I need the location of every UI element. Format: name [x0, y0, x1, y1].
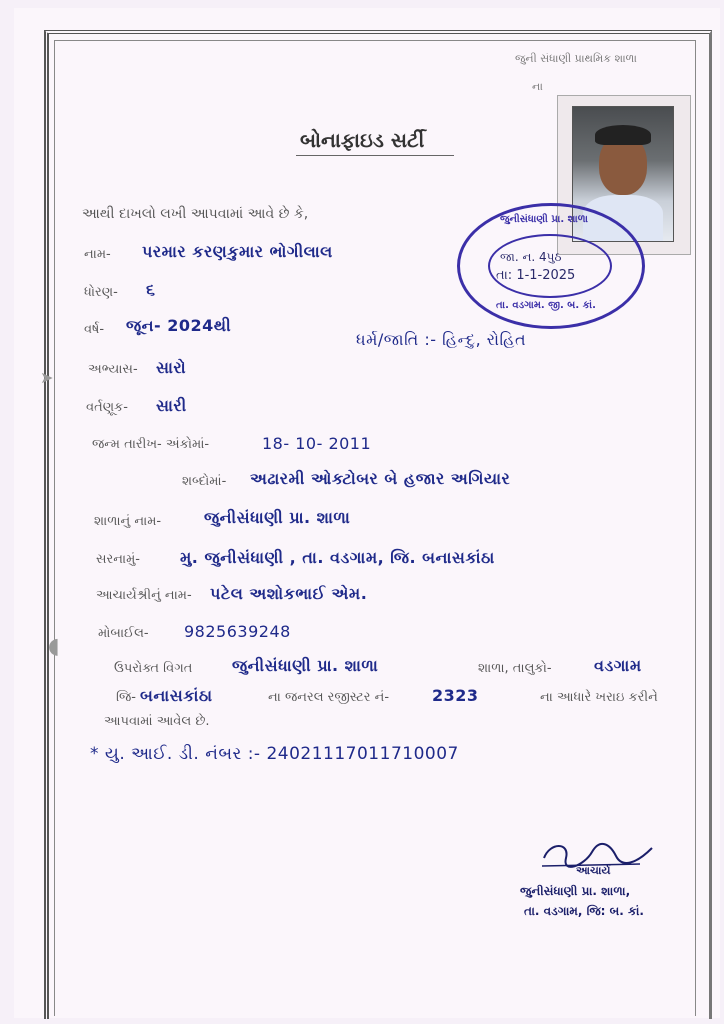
study-label: અભ્યાસ- — [88, 362, 138, 377]
school-value: જુનીસંધાણી પ્રા. શાળા — [204, 508, 351, 527]
std-value: ૬ — [146, 280, 156, 299]
para-district: બનાસકાંઠા — [140, 686, 213, 705]
words-label: શબ્દોમાં- — [182, 474, 227, 489]
page-title: બોનાફાઇડ સર્ટી — [300, 128, 425, 152]
mobile-value: 9825639248 — [184, 622, 291, 641]
intro-text: આથી દાખલો લખી આપવામાં આવે છે કે, — [82, 206, 309, 222]
stamp-ring-top: જુનીસંધાણી પ્રા. શાળા — [500, 214, 589, 225]
year-label: વર્ષ- — [84, 322, 105, 337]
signature-line2: તા. વડગામ, જિ: બ. કાં. — [524, 904, 644, 918]
header-school-small: જુની સંધાણી પ્રાથમિક શાળા — [515, 52, 637, 65]
words-value: અઢારમી ઓક્ટોબર બે હજાર અગિયાર — [250, 469, 511, 488]
para-line2-start: જિ- — [116, 690, 136, 705]
para-gr-number: 2323 — [432, 686, 479, 705]
mobile-label: મોબાઈલ- — [98, 626, 149, 641]
std-label: ધોરણ- — [84, 285, 118, 300]
signature-line1: જુનીસંધાણી પ્રા. શાળા, — [520, 884, 631, 898]
study-value: સારો — [156, 358, 187, 377]
principal-label: આચાર્યશ્રીનું નામ- — [96, 588, 192, 603]
year-value: જૂન- 2024થી — [126, 316, 232, 335]
address-label: સરનામું- — [96, 552, 140, 567]
signature-title: આચાર્ય — [576, 864, 611, 877]
religion-value: ધર્મ/જાતિ :- હિન્દુ, રોહિત — [356, 330, 527, 349]
header-small-na: ના — [532, 80, 543, 93]
para-line1-mid: શાળા, તાલુકો- — [478, 661, 552, 676]
para-taluka: વડગામ — [594, 656, 642, 675]
name-value: પરમાર કરણકુમાર ભોગીલાલ — [142, 242, 333, 261]
name-label: નામ- — [84, 247, 111, 262]
para-line1-start: ઉપરોક્ત વિગત — [114, 661, 193, 676]
address-value: મુ. જુનીસંધાણી , તા. વડગામ, જિ. બનાસકાંઠા — [180, 548, 495, 567]
dob-value: 18- 10- 2011 — [262, 434, 372, 453]
para-line3: આપવામાં આવેલ છે. — [104, 714, 210, 729]
para-school: જુનીસંધાણી પ્રા. શાળા — [232, 656, 379, 675]
margin-arrow-mark: ➤ — [40, 368, 54, 387]
uid-number: * યુ. આઈ. ડી. નંબર :- 24021117011710007 — [90, 744, 459, 764]
dob-label: જન્મ તારીખ- અંકોમાં- — [92, 437, 210, 452]
signature-block — [520, 836, 690, 926]
para-line2-mid: ના જનરલ રજીસ્ટર નં- — [268, 690, 390, 705]
conduct-value: સારી — [156, 396, 187, 415]
stamp-ring-bottom: તા. વડગામ. જી. બ. કાં. — [496, 300, 596, 311]
stamp-inward: જા. ન. 4પુઠ — [500, 250, 562, 264]
para-line2-end: ના આધારે ખરાઇ કરીને — [540, 690, 658, 705]
stamp-date: તા: 1-1-2025 — [496, 268, 576, 283]
principal-value: પટેલ અશોકભાઈ એમ. — [210, 584, 368, 603]
conduct-label: વર્તણૂક- — [86, 400, 128, 415]
title-underline — [296, 155, 454, 156]
school-stamp — [457, 203, 645, 329]
school-label: શાળાનું નામ- — [94, 514, 162, 529]
hole-punch-mark: ◖ — [48, 634, 60, 659]
